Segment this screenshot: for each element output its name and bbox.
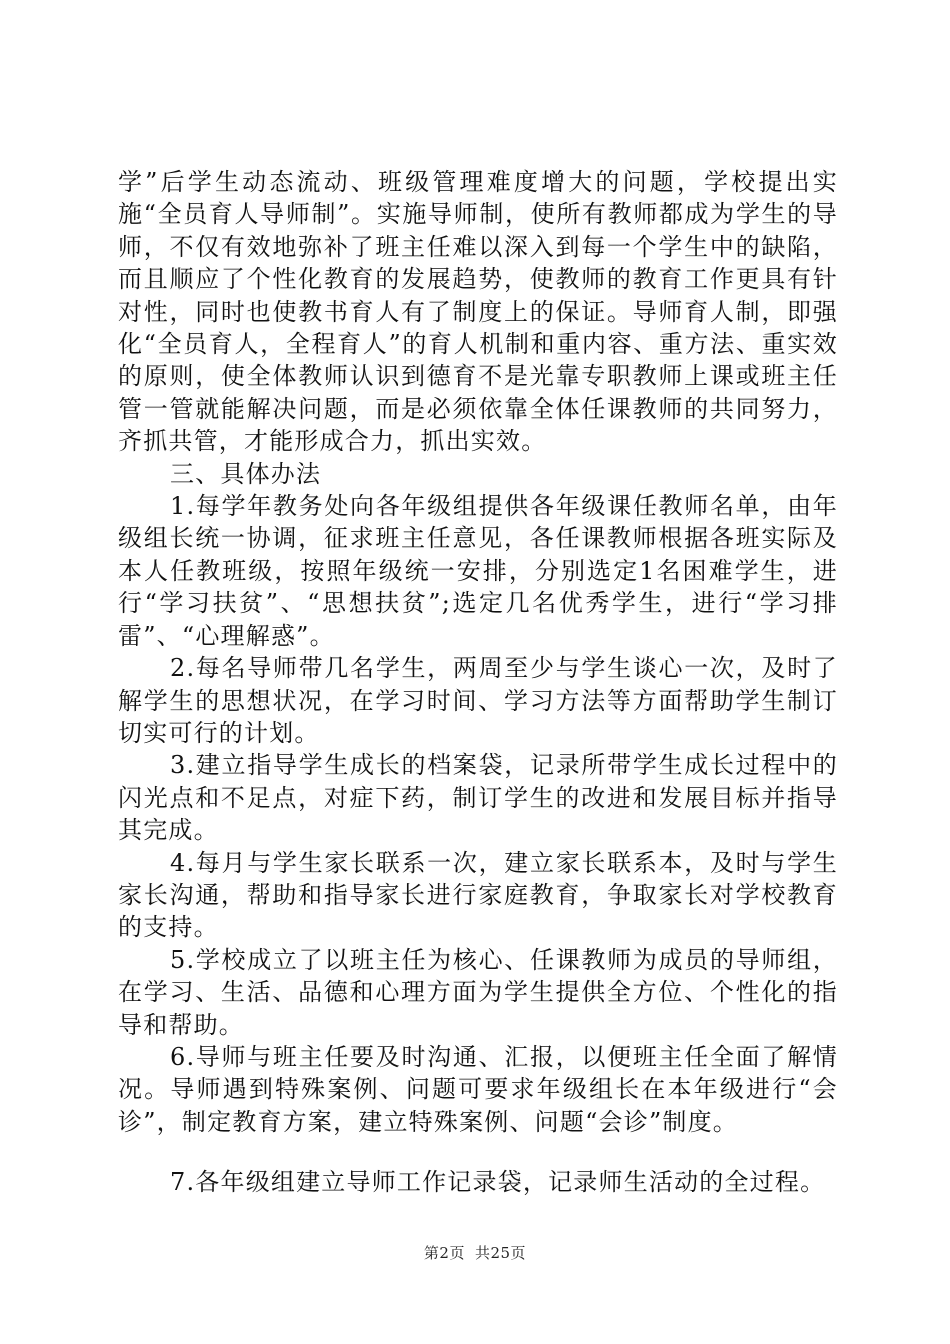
list-item-1: 1.每学年教务处向各年级组提供各年级课任教师名单，由年级组长统一协调，征求班主任意见，各任课教师根据各班实际及本人任教班级，按照年级统一安排，分别选定1名困难学生，进行“学习扶贫”、“思想扶贫”;选定几名优秀学生，进行“学习排雷”、“心理解惑”。: [118, 492, 838, 650]
list-item-4: 4.每月与学生家长联系一次，建立家长联系本，及时与学生家长沟通，帮助和指导家长进行家庭教育，争取家长对学校教育的支持。: [118, 848, 838, 942]
section-heading: 三、具体办法: [170, 459, 322, 488]
paragraph-intro: 学”后学生动态流动、班级管理难度增大的问题，学校提出实施“全员育人导师制”。实施导师制，使所有教师都成为学生的导师，不仅有效地弥补了班主任难以深入到每一个学生中的缺陷，而且顺应了个性化教育的发展趋势，使教师的教育工作更具有针对性，同时也使教书育人有了制度上的保证。导师育人制，即强化“全员育人，全程育人”的育人机制和重内容、重方法、重实效的原则，使全体教师认识到德育不是光靠专职教师上课或班主任管一管就能解决问题，而是必须依靠全体任课教师的共同努力，齐抓共管，才能形成合力，抓出实效。: [118, 168, 838, 456]
list-item-3: 3.建立指导学生成长的档案袋，记录所带学生成长过程中的闪光点和不足点，对症下药，制订学生的改进和发展目标并指导其完成。: [118, 751, 838, 845]
list-item-5: 5.学校成立了以班主任为核心、任课教师为成员的导师组，在学习、生活、品德和心理方面为学生提供全方位、个性化的指导和帮助。: [118, 945, 838, 1039]
list-item-6: 6.导师与班主任要及时沟通、汇报，以便班主任全面了解情况。导师遇到特殊案例、问题可要求年级组长在本年级进行“会诊”，制定教育方案，建立特殊案例、问题“会诊”制度。: [118, 1042, 838, 1136]
page-footer: [0, 1243, 950, 1263]
document-body: [118, 166, 838, 1199]
paragraph-spacer: [118, 1138, 838, 1166]
list-item-7: 7.各年级组建立导师工作记录袋，记录师生活动的全过程。: [170, 1168, 826, 1197]
page-number: 第2页: [423, 1244, 465, 1262]
total-pages: 共25页: [474, 1244, 527, 1262]
list-item-2: 2.每名导师带几名学生，两周至少与学生谈心一次，及时了解学生的思想状况，在学习时间、学习方法等方面帮助学生制订切实可行的计划。: [118, 654, 838, 747]
